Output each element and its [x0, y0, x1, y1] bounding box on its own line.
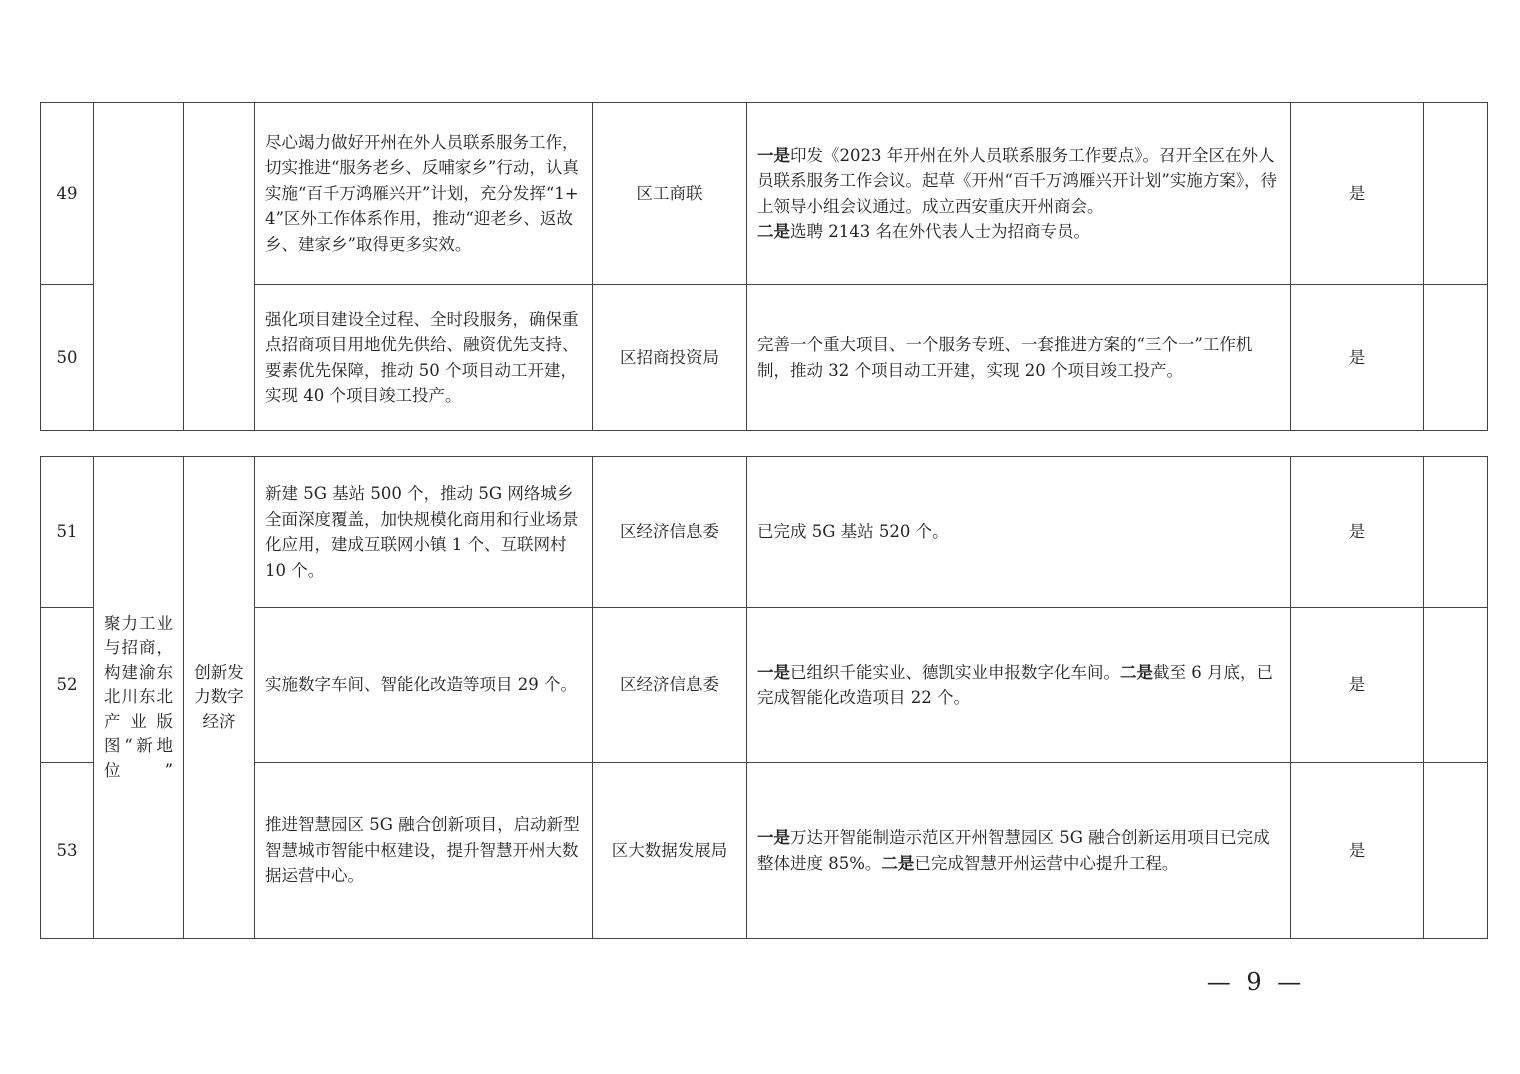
task-table-top: [40, 102, 1488, 431]
category-cell: 聚力工业与招商，构建渝东北川东北产业版图“新地位”: [94, 457, 184, 939]
progress-description: 已完成 5G 基站 520 个。: [747, 457, 1291, 608]
remarks-cell: [1424, 103, 1488, 285]
progress-marker: 二是: [881, 853, 915, 873]
progress-text: 万达开智能制造示范区开州智慧园区 5G 融合创新运用项目已完成整体进度 85%。: [757, 828, 1270, 873]
progress-description: [747, 103, 1291, 285]
progress-text: 选聘 2143 名在外代表人士为招商专员。: [790, 222, 1090, 241]
responsible-department: 区招商投资局: [593, 285, 747, 431]
completion-status: 是: [1291, 457, 1424, 608]
table-row: [41, 103, 1488, 285]
progress-marker: 一是: [757, 145, 790, 165]
remarks-cell: [1424, 608, 1488, 763]
table-row: [41, 457, 1488, 608]
table-row: [41, 608, 1488, 763]
table-row: [41, 285, 1488, 431]
row-number: 52: [41, 608, 94, 763]
row-number: 53: [41, 763, 94, 939]
completion-status: 是: [1291, 285, 1424, 431]
progress-marker: 二是: [757, 222, 790, 241]
subcategory-cell: [184, 103, 255, 431]
completion-status: 是: [1291, 608, 1424, 763]
task-description: 新建 5G 基站 500 个，推动 5G 网络城乡全面深度覆盖，加快规模化商用和行业场景化应用，建成互联网小镇 1 个、互联网村 10 个。: [255, 457, 593, 608]
row-number: 50: [41, 285, 94, 431]
task-description: 推进智慧园区 5G 融合创新项目，启动新型智慧城市智能中枢建设，提升智慧开州大数据运营中心。: [255, 763, 593, 939]
progress-text: 已完成智慧开州运营中心提升工程。: [914, 853, 1179, 873]
task-description: 尽心竭力做好开州在外人员联系服务工作，切实推进“服务老乡、反哺家乡”行动，认真实施“百千万鸿雁兴开”计划，充分发挥“1+4”区外工作体系作用，推动“迎老乡、返故乡、建家乡”取得更多实效。: [255, 103, 593, 285]
progress-marker: 二是: [1120, 662, 1153, 682]
table-row: [41, 763, 1488, 939]
row-number: 51: [41, 457, 94, 608]
progress-marker: 一是: [757, 828, 790, 847]
completion-status: 是: [1291, 763, 1424, 939]
remarks-cell: [1424, 763, 1488, 939]
progress-description: [747, 608, 1291, 763]
page-number: — 9 —: [1206, 968, 1306, 996]
completion-status: 是: [1291, 103, 1424, 285]
responsible-department: 区工商联: [593, 103, 747, 285]
progress-description: [747, 763, 1291, 939]
progress-description: 完善一个重大项目、一个服务专班、一套推进方案的“三个一”工作机制，推动 32 个项目动工开建，实现 20 个项目竣工投产。: [747, 285, 1291, 431]
responsible-department: 区经济信息委: [593, 608, 747, 763]
progress-marker: 一是: [757, 662, 790, 682]
progress-text: 已组织千能实业、德凯实业申报数字化车间。: [790, 662, 1120, 682]
responsible-department: 区大数据发展局: [593, 763, 747, 939]
task-description: 实施数字车间、智能化改造等项目 29 个。: [255, 608, 593, 763]
remarks-cell: [1424, 285, 1488, 431]
row-number: 49: [41, 103, 94, 285]
task-description: 强化项目建设全过程、全时段服务，确保重点招商项目用地优先供给、融资优先支持、要素优先保障，推动 50 个项目动工开建，实现 40 个项目竣工投产。: [255, 285, 593, 431]
progress-text: 截至 6 月底，已完成智能化改造项目 22 个。: [757, 662, 1273, 707]
responsible-department: 区经济信息委: [593, 457, 747, 608]
task-table-bottom: [40, 456, 1488, 939]
subcategory-cell: 创新发力数字经济: [184, 457, 255, 939]
category-cell: [94, 103, 184, 431]
remarks-cell: [1424, 457, 1488, 608]
progress-text: 印发《2023 年开州在外人员联系服务工作要点》。召开全区在外人员联系服务工作会议。起草《开州“百千万鸿雁兴开计划”实施方案》，待上领导小组会议通过。成立西安重庆开州商会。: [757, 145, 1278, 216]
